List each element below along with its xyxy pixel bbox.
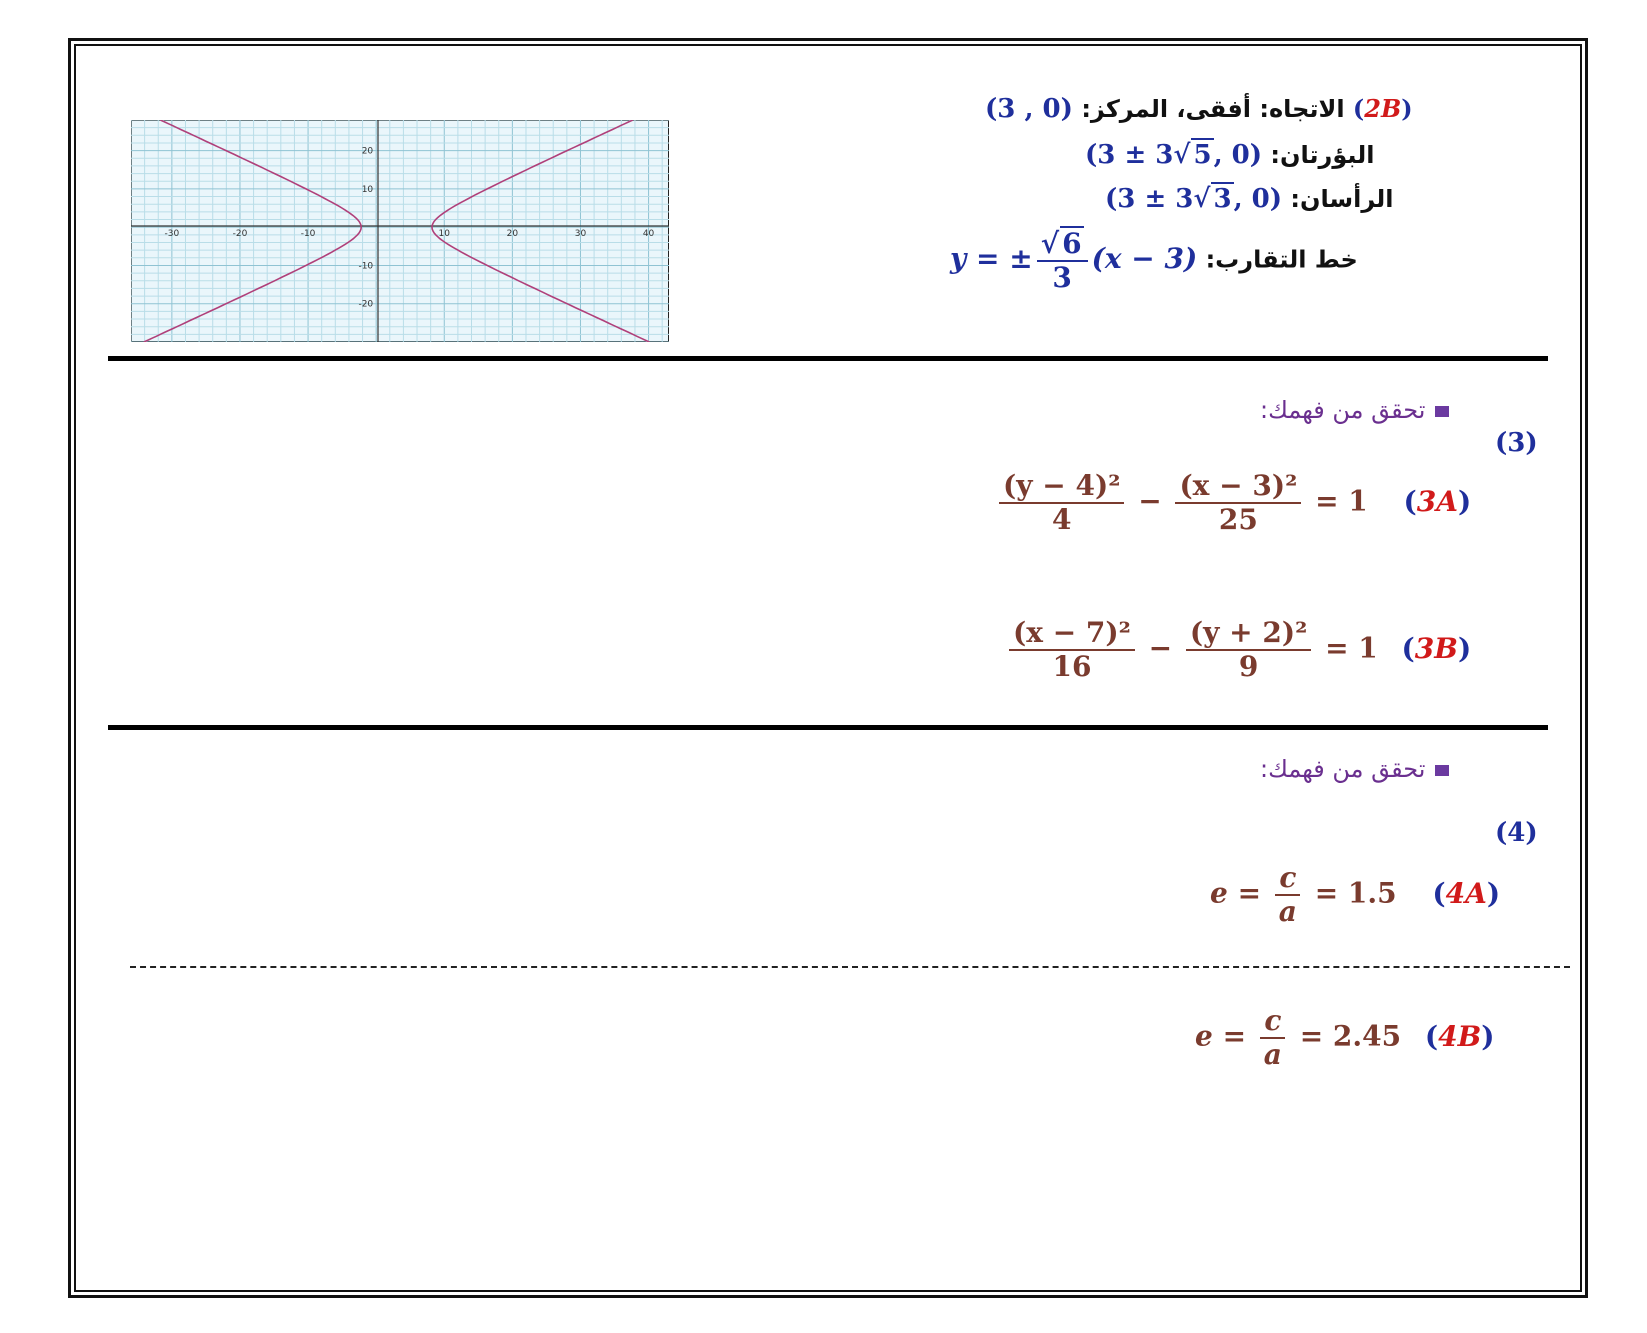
equation-3B: $\frac{\text{(x − 7)²}}{16}$ − $\frac{\text{(y + 2)²}}{9}$ = 1 (3B) [1005, 617, 1471, 683]
eq3B-frac1 [1009, 617, 1135, 683]
foci-label: البؤرتان: [1270, 141, 1375, 169]
divider-2 [108, 725, 1548, 730]
vertices-suffix: , 0) [1233, 184, 1283, 214]
eq3B-frac2 [1186, 617, 1311, 683]
eq4A-frac [1275, 862, 1301, 928]
y-tick-label: -10 [358, 261, 374, 272]
graph-background [131, 120, 669, 342]
y-tick-label: 10 [361, 184, 374, 195]
foci-value: (3 ± 3√ 5, 0) [1085, 140, 1263, 170]
hyperbola-graph [131, 120, 669, 342]
x-tick-label: -20 [232, 229, 248, 240]
eq4B-frac [1260, 1005, 1286, 1071]
vertices-value: (3 ± 3√ 3, 0) [1105, 184, 1283, 214]
asym-lhs: y = ± [950, 241, 1033, 275]
eq3A-n1: (y − 4)² [999, 470, 1124, 504]
asym-den: 3 [1052, 261, 1072, 295]
bullet-square-icon [1435, 406, 1449, 417]
section4-heading [1260, 755, 1449, 783]
eq4A-rhs: = 1.5 [1314, 876, 1397, 910]
center-value: (3 , 0) [985, 94, 1073, 124]
x-tick-label: 30 [574, 229, 587, 240]
eq4B-rhs: = 2.45 [1299, 1019, 1402, 1053]
foci-suffix: , 0) [1213, 140, 1263, 170]
line-vertices [1105, 182, 1394, 214]
eq3A-n2: (x − 3)² [1175, 470, 1301, 504]
eq3B-n2: (y + 2)² [1186, 617, 1311, 651]
label-2B: 2B [1364, 94, 1402, 123]
line-direction: (2B) الاتجاه: أفقى، المركز: (3 , 0) [985, 94, 1413, 124]
eq4B-den: a [1263, 1038, 1282, 1072]
eq4B-num: c [1260, 1005, 1285, 1039]
bullet-square-icon [1435, 765, 1449, 776]
asym-root: 6 [1062, 227, 1082, 260]
section4-heading-text: تحقق من فهمك: [1260, 755, 1426, 783]
eq3A-d2: 25 [1218, 503, 1258, 537]
direction-label: الاتجاه: أفقى، المركز: [1081, 95, 1345, 123]
eq3A-minus: − [1138, 484, 1162, 518]
section4-number: (4) [1495, 818, 1538, 848]
x-tick-label: -30 [164, 229, 180, 240]
asymptote-label: خط التقارب: [1205, 245, 1358, 274]
eq3A-frac2 [1175, 470, 1301, 536]
label-3A: 3A [1416, 484, 1459, 518]
equation-3A: $\frac{\text{(y − 4)²}}{4}$ − $\frac{\text{(x − 3)²}}{25}$ = 1 (3A) [995, 470, 1471, 536]
section3-heading [1260, 396, 1449, 424]
section3-heading-text: تحقق من فهمك: [1260, 396, 1426, 424]
y-tick-label: -20 [358, 299, 374, 310]
eq4A-den: a [1278, 895, 1297, 929]
eq3B-n1: (x − 7)² [1009, 617, 1135, 651]
foci-root: 5 [1193, 140, 1212, 170]
y-tick-label: 20 [361, 146, 374, 157]
eq3B-d1: 16 [1052, 650, 1092, 684]
dash-dot-divider [130, 966, 1570, 968]
eq3B-rhs: = 1 [1325, 631, 1378, 665]
label-4B: 4B [1438, 1019, 1482, 1053]
x-tick-label: 20 [506, 229, 519, 240]
vertices-prefix: (3 ± 3 [1105, 184, 1194, 214]
section3-number: (3) [1495, 428, 1538, 458]
label-4A: 4A [1445, 876, 1487, 910]
divider-1 [108, 356, 1548, 361]
equation-4B: e = $\frac{c}{a}$ = 2.45 (4B) [1195, 1004, 1495, 1072]
eq4B-lhs: e = [1195, 1019, 1247, 1053]
asym-fraction: $\frac{√ 6}{3}$ [1037, 226, 1088, 294]
eq4A-num: c [1275, 862, 1300, 896]
eq3A-d1: 4 [1051, 503, 1072, 537]
asymptote-equation [950, 227, 1198, 295]
eq3B-d2: 9 [1238, 650, 1259, 684]
line-foci [1085, 138, 1374, 170]
vertices-root: 3 [1213, 184, 1232, 214]
eq3A-rhs: = 1 [1315, 484, 1368, 518]
equation-4A: e = $\frac{c}{a}$ = 1.5 (4A) [1210, 861, 1501, 929]
asym-rhs: (x − 3) [1091, 241, 1198, 275]
x-tick-label: -10 [300, 229, 316, 240]
eq3A-frac1 [999, 470, 1124, 536]
label-3B: 3B [1414, 631, 1458, 665]
eq3B-minus: − [1148, 631, 1173, 665]
x-tick-label: 40 [642, 229, 655, 240]
x-tick-label: 10 [438, 229, 450, 240]
line-asymptote [950, 226, 1358, 294]
foci-prefix: (3 ± 3 [1085, 140, 1174, 170]
vertices-label: الرأسان: [1290, 185, 1394, 213]
eq4A-lhs: e = [1210, 876, 1262, 910]
